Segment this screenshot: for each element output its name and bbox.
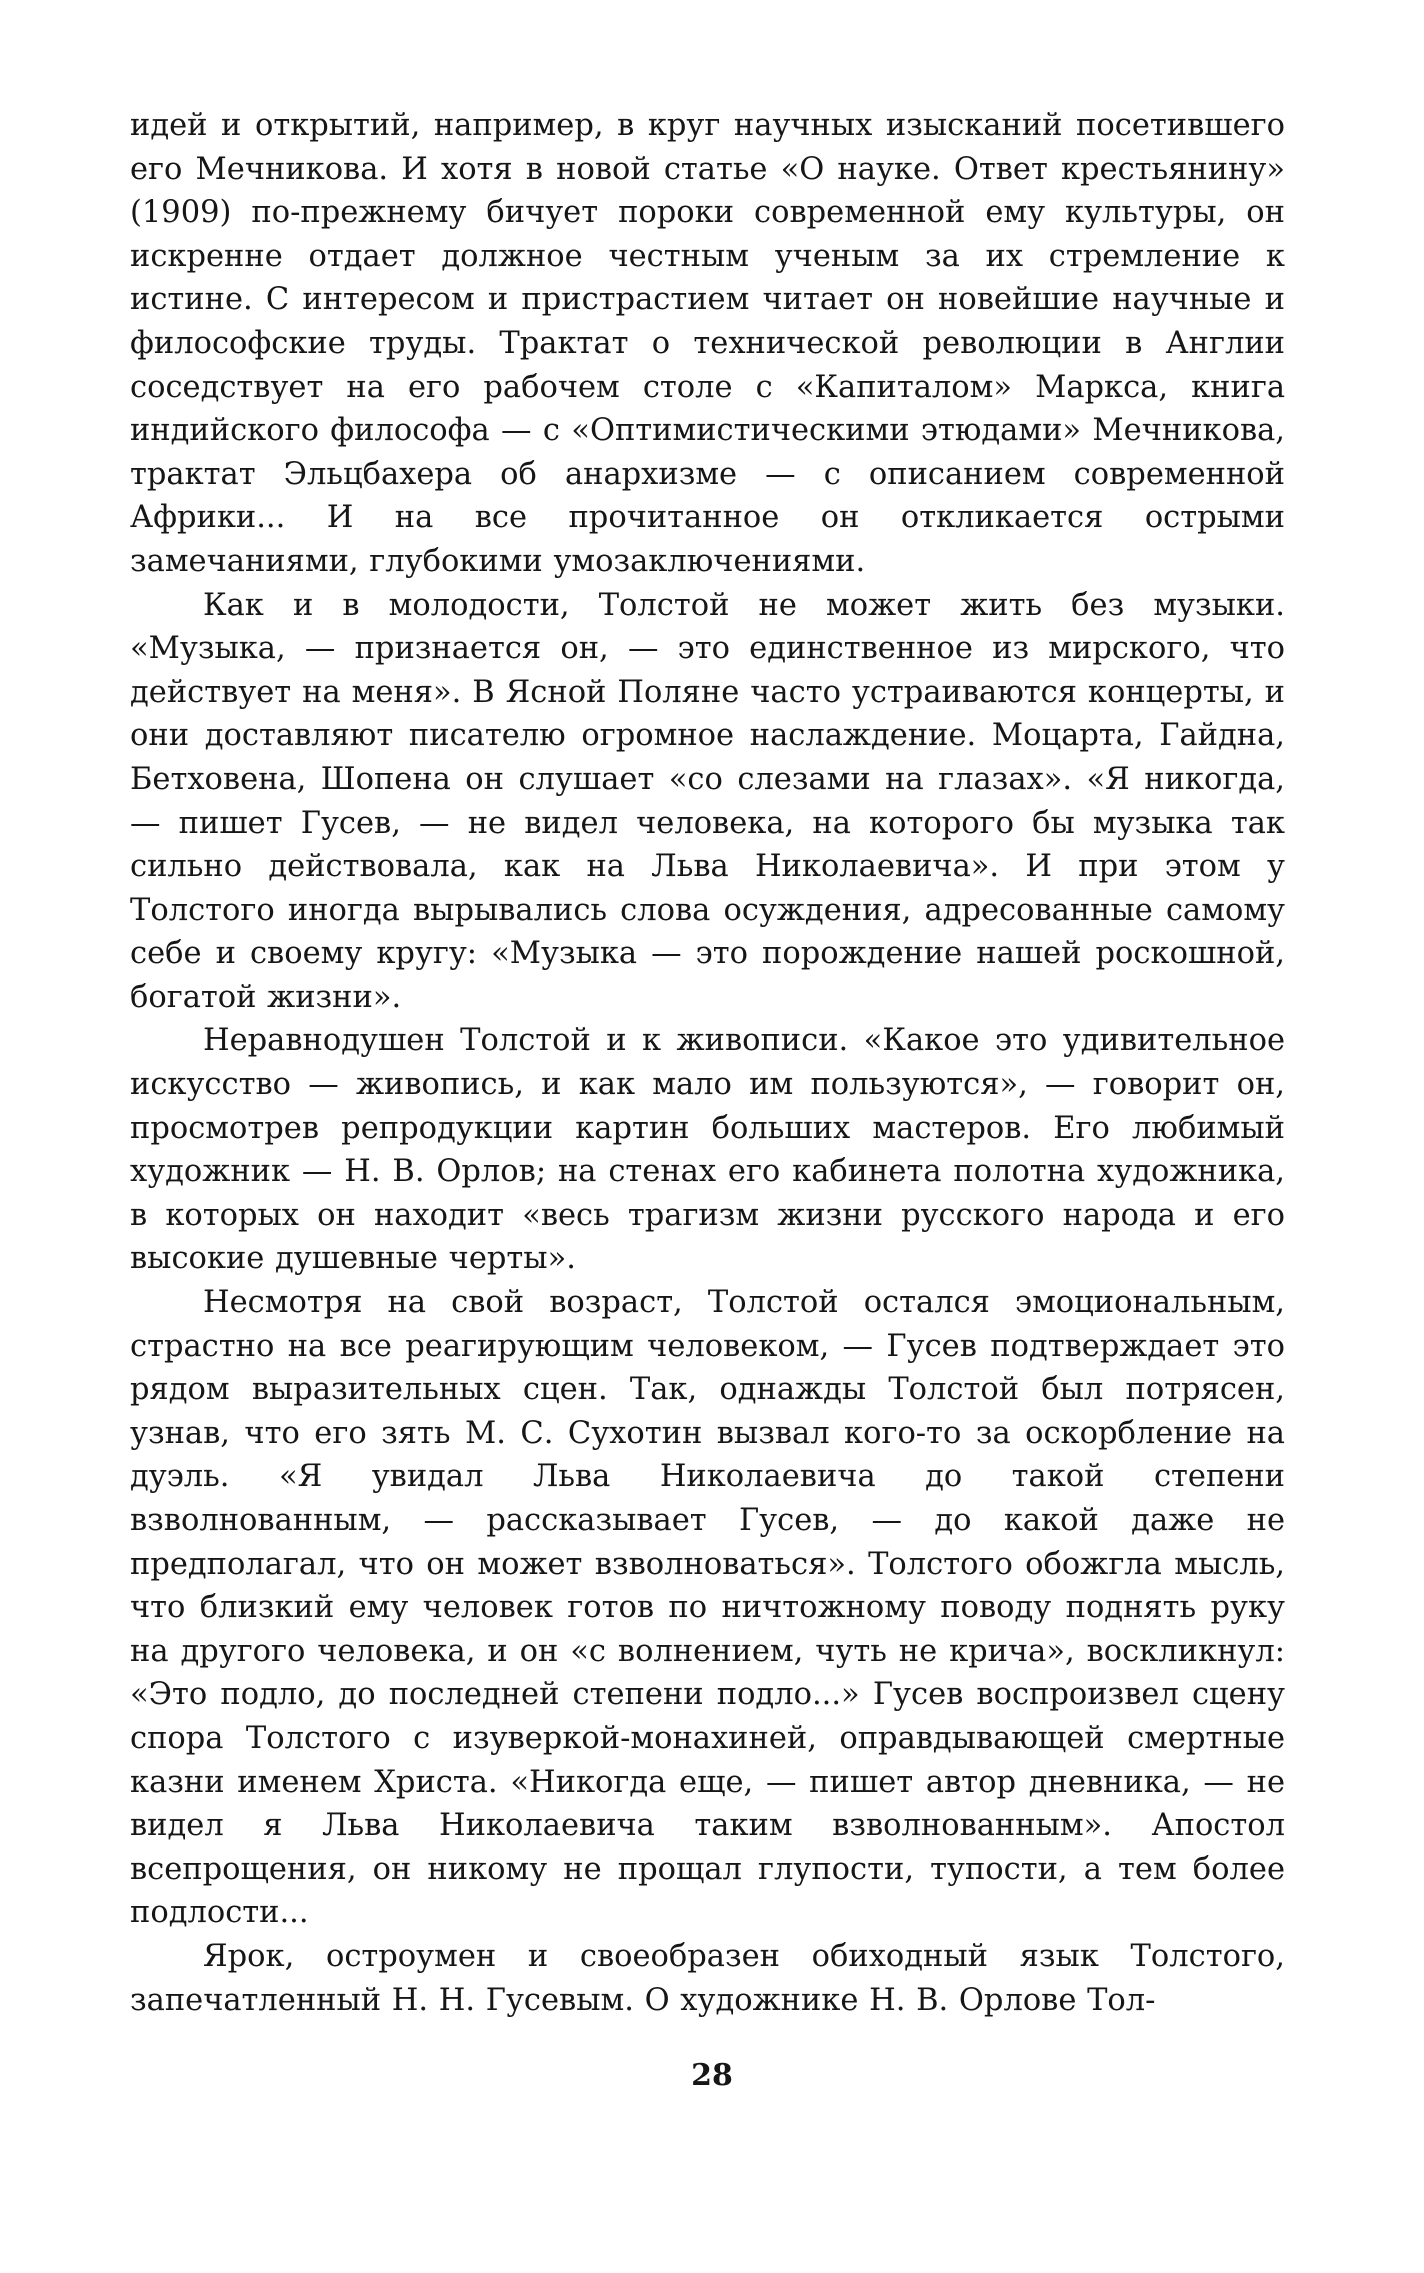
paragraph-2: Как и в молодости, Толстой не может жить без музыки. «Музыка, — признается он, — это единственное из мирского, что действует на меня». В Ясной Поляне часто устраиваются концерты, и они доставляют писателю огромное наслаждение. Моцарта, Гайдна, Бетховена, Шопена он слушает «со слезами на глазах». «Я никогда, — пишет Гусев, — не видел человека, на которого бы музыка так сильно действовала, как на Льва Николаевича». И при этом у Толстого иногда вырывались слова осуждения, адресованные самому себе и своему кругу: «Музыка — это порождение нашей роскошной, богатой жизни». xyxy=(130,587,1285,1015)
paragraph-4: Несмотря на свой возраст, Толстой остался эмоциональным, страстно на все реагирующим человеком, — Гусев подтверждает это рядом выразительных сцен. Так, однажды Толстой был потрясен, узнав, что его зять М. С. Сухотин вызвал кого-то за оскорбление на дуэль. «Я увидал Льва Николаевича до такой степени взволнованным, — рассказывает Гусев, — до какой даже не предполагал, что он может взволноваться». Толстого обожгла мысль, что близкий ему человек готов по ничтожному поводу поднять руку на другого человека, и он «с волнением, чуть не крича», воскликнул: «Это подло, до последней степени подло...» Гусев воспроизвел сцену спора Толстого с изуверкой-монахиней, оправдывающей смертные казни именем Христа. «Никогда еще, — пишет автор дневника, — не видел я Льва Николаевича таким взволнованным». Апостол всепрощения, он никому не прощал глупости, тупости, а тем более подлости... xyxy=(130,1285,1285,1931)
page-number: 28 xyxy=(691,2058,733,2093)
page-body xyxy=(130,104,1285,2022)
paragraph-1: идей и открытий, например, в круг научных изысканий посетившего его Мечникова. И хотя в новой статье «О науке. Ответ крестьянину» (1909) по-прежнему бичует пороки современной ему культуры, он искренне отдает должное честным ученым за их стремление к истине. С интересом и пристрастием читает он новейшие научные и философские труды. Трактат о технической революции в Англии соседствует на его рабочем столе с «Капиталом» Маркса, книга индийского философа — с «Оптимистическими этюдами» Мечникова, трактат Эльцбахера об анархизме — с описанием современной Африки... И на все прочитанное он откликается острыми замечаниями, глубокими умозаключениями. xyxy=(130,108,1285,579)
paragraph-3: Неравнодушен Толстой и к живописи. «Какое это удивительное искусство — живопись, и как мало им пользуются», — говорит он, просмотрев репродукции картин больших мастеров. Его любимый художник — Н. В. Орлов; на стенах его кабинета полотна художника, в которых он находит «весь трагизм жизни русского народа и его высокие душевные черты». xyxy=(130,1023,1285,1277)
paragraph-5: Ярок, остроумен и своеобразен обиходный язык Толстого, запечатленный Н. Н. Гусевым. О художнике Н. В. Орлове Тол- xyxy=(130,1938,1285,2018)
